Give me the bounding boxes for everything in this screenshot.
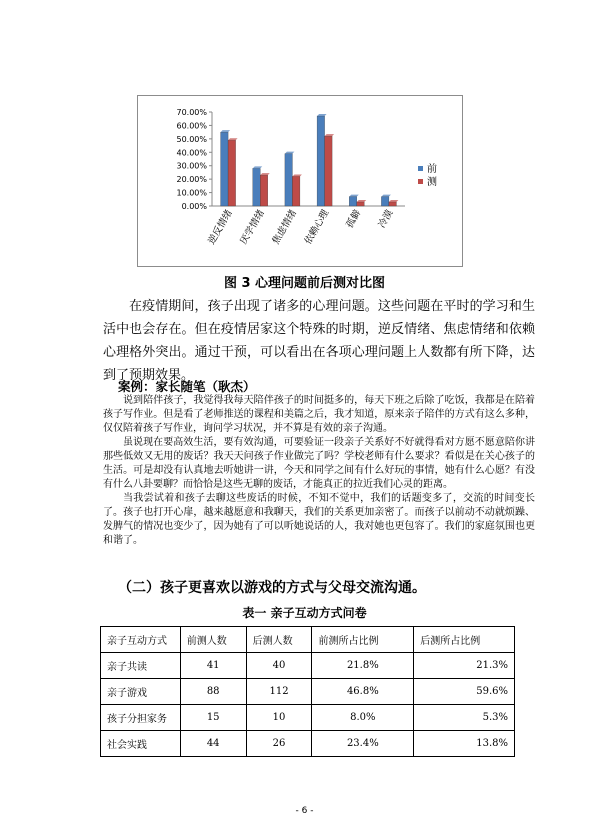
- y-tick-label: 50.00%: [176, 134, 207, 144]
- table-cell: 5.3%: [414, 705, 515, 731]
- table-cell: 10: [246, 705, 312, 731]
- y-tick-label: 60.00%: [176, 121, 207, 131]
- case-paragraph: 说到陪伴孩子，我觉得我每天陪伴孩子的时间挺多的，每天下班之后除了吃饭，我都是在陪着孩子写作业。但是看了老师推送的课程和美篇之后，我才知道，原来亲子陪伴的方式有这么多种，仅仅陪着孩子写作业，询问学习状况，并不算是有效的亲子沟通。: [103, 395, 535, 434]
- table-cell: 41: [180, 653, 246, 679]
- table-header: 后测人数: [246, 627, 312, 653]
- y-tick-label: 20.00%: [176, 175, 207, 185]
- bar-top: [228, 138, 238, 140]
- bar: [260, 175, 268, 206]
- figure-caption: 图 3 心理问题前后测对比图: [223, 276, 386, 291]
- bar: [317, 116, 325, 206]
- table-row: [101, 653, 515, 679]
- bar: [253, 168, 261, 206]
- x-category-label: 焦虑情绪: [270, 208, 300, 247]
- table-cell: 23.4%: [312, 731, 414, 757]
- case-paragraph: 虽说现在要高效生活，要有效沟通，可要验证一段亲子关系好不好就得看对方愿不愿意陪你讲那些低效又无用的废话？我天天问孩子作业做完了吗？学校老师有什么要求？看似是在关心孩子的生活。可是却没有认真地去听她讲一讲，今天和同学之间有什么好玩的事情，她有什么心愿？有没有什么八卦要聊？而恰恰是这些无聊的废话，才能真正的拉近我们心灵的距离。: [103, 437, 535, 490]
- case-body: [103, 394, 535, 548]
- table-header-row: [101, 627, 515, 653]
- bar: [381, 197, 389, 206]
- table-cell: 59.6%: [414, 679, 515, 705]
- bar-top: [253, 166, 263, 168]
- table-cell: 44: [180, 731, 246, 757]
- bar-top: [325, 134, 335, 136]
- bar: [325, 136, 333, 206]
- bar-top: [221, 130, 231, 132]
- table-row: [101, 731, 515, 757]
- table-cell: 8.0%: [312, 705, 414, 731]
- bar: [389, 202, 397, 206]
- table-cell: 孩子分担家务: [101, 705, 181, 731]
- paragraph-text: 在疫情期间，孩子出现了诸多的心理问题。这些问题在平时的学习和生活中也会存在。但在疫情居家这个特殊的时期，逆反情绪、焦虑情绪和依赖心理格外突出。通过干预，可以看出在各项心理问题上人数都有所下降，达到了预期效果。: [103, 299, 535, 383]
- x-category-label: 依赖心理: [302, 208, 332, 247]
- y-tick-label: 70.00%: [176, 108, 207, 117]
- y-tick-label: 10.00%: [176, 188, 207, 198]
- legend-label: 测: [427, 177, 437, 188]
- table-header: 后测所占比例: [414, 627, 515, 653]
- bar: [292, 176, 300, 206]
- y-tick-label: 30.00%: [176, 161, 207, 171]
- table-title: 表一 亲子互动方式问卷: [242, 606, 367, 620]
- y-tick-label: 0.00%: [181, 202, 207, 211]
- bar: [221, 132, 229, 206]
- table-cell: 社会实践: [101, 731, 181, 757]
- x-category-label: 冷漠: [376, 208, 396, 230]
- table-row: [101, 705, 515, 731]
- x-category-label: 厌学情绪: [238, 208, 267, 247]
- bar: [349, 197, 357, 206]
- y-tick-label: 40.00%: [176, 148, 207, 158]
- table-cell: 26: [246, 731, 312, 757]
- legend-label: 前: [427, 164, 437, 175]
- table-cell: 21.8%: [312, 653, 414, 679]
- table-cell: 亲子游戏: [101, 679, 181, 705]
- bar: [228, 140, 236, 206]
- legend-swatch: [418, 179, 423, 184]
- bar: [285, 154, 293, 206]
- legend-swatch: [418, 166, 423, 171]
- case-title: 案例：家长随笔（耿杰）: [118, 379, 256, 394]
- table-cell: 46.8%: [312, 679, 414, 705]
- page-number: - 6 -: [295, 806, 314, 816]
- x-category-label: 孤僻: [344, 208, 364, 230]
- body-paragraph: [103, 295, 535, 387]
- table-cell: 15: [180, 705, 246, 731]
- survey-table: [100, 626, 515, 757]
- table-cell: 88: [180, 679, 246, 705]
- case-paragraph: 当我尝试着和孩子去聊这些废话的时候，不知不觉中，我们的话题变多了，交流的时间变长了。孩子也打开心扉，越来越愿意和我聊天，我们的关系更加亲密了。而孩子以前动不动就烦躁、发脾气的情况也变少了，因为她有了可以听她说话的人，我对她也更包容了。我们的家庭氛围也更和谐了。: [103, 493, 535, 546]
- table-header: 前测所占比例: [312, 627, 414, 653]
- table-cell: 112: [246, 679, 312, 705]
- bar-top: [381, 195, 391, 197]
- bar-top: [389, 200, 398, 202]
- bar-top: [357, 200, 367, 202]
- bar-top: [260, 173, 270, 175]
- table-cell: 40: [246, 653, 312, 679]
- bar-top: [349, 195, 359, 197]
- section-heading: （二）孩子更喜欢以游戏的方式与父母交流沟通。: [118, 580, 426, 596]
- bar-top: [292, 174, 302, 176]
- bar: [357, 202, 365, 206]
- table-cell: 亲子共读: [101, 653, 181, 679]
- table-cell: 13.8%: [414, 731, 515, 757]
- chart-canvas: [138, 96, 462, 266]
- bar-top: [317, 114, 327, 116]
- table-header: 前测人数: [180, 627, 246, 653]
- bar-chart: [137, 95, 463, 267]
- table-row: [101, 679, 515, 705]
- x-category-label: 逆反情绪: [206, 208, 235, 247]
- table-cell: 21.3%: [414, 653, 515, 679]
- table-header: 亲子互动方式: [101, 627, 181, 653]
- bar-top: [285, 152, 295, 154]
